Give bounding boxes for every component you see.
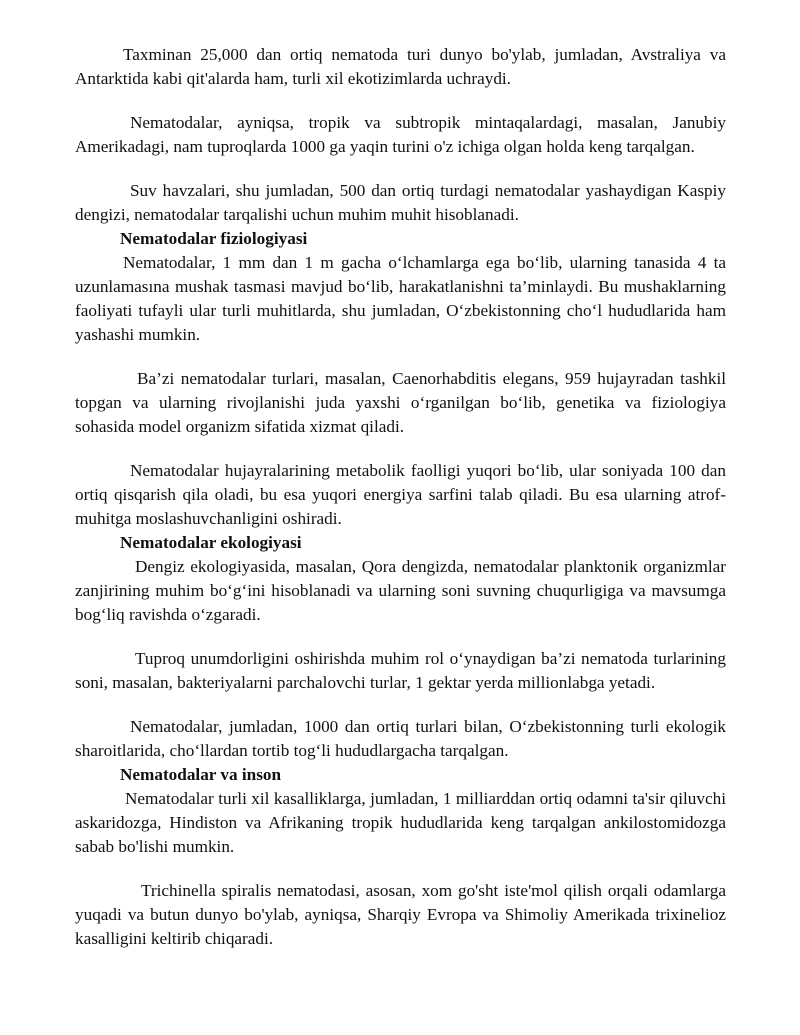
paragraph-intro-2: Nematodalar, ayniqsa, tropik va subtropik mintaqalardagi, masalan, Janubiy Amerikadagi, nam tuproqlarda 1000 ga yaqin turini o'z ichiga olgan holda keng tarqalgan. [75, 113, 726, 156]
paragraph-ecology-3: Nematodalar, jumladan, 1000 dan ortiq turlari bilan, O‘zbekistonning turli ekologik sharoitlarida, cho‘llardan tortib tog‘li hududlargacha tarqalgan. [75, 717, 726, 760]
heading-physiology: Nematodalar fiziologiyasi [120, 229, 308, 248]
paragraph-physiology-1: Nematodalar, 1 mm dan 1 m gacha o‘lchamlarga ega bo‘lib, ularning tanasida 4 ta uzunlamasına mushak tasmasi mavjud bo‘lib, harakatlanishni ta’minlaydi. Bu mushaklarning faoliyati tufayli ular turli muhitlarda, shu jumladan, O‘zbekistonning cho‘l hududlarida ham yashashi mumkin. [75, 253, 726, 344]
paragraph-ecology-1: Dengiz ekologiyasida, masalan, Qora dengizda, nematodalar planktonik organizmlar zanjirining muhim bo‘g‘ini hisoblanadi va ularning soni suvning chuqurligiga va mavsumga bog‘liq ravishda o‘zgaradi. [75, 557, 726, 624]
document-page [75, 43, 726, 951]
paragraph-ecology-2: Tuproq unumdorligini oshirishda muhim rol o‘ynaydigan ba’zi nematoda turlarining soni, masalan, bakteriyalarni parchalovchi turlar, 1 gektar yerda millionlabga yetadi. [75, 649, 726, 692]
paragraph-intro-1: Taxminan 25,000 dan ortiq nematoda turi dunyo bo'ylab, jumladan, Avstraliya va Antarktida kabi qit'alarda ham, turli xil ekotizimlarda uchraydi. [75, 45, 726, 88]
paragraph-human-1: Nematodalar turli xil kasalliklarga, jumladan, 1 milliarddan ortiq odamni ta'sir qiluvchi askaridozga, Hindiston va Afrikaning tropik hududlarida keng tarqalgan ankilostomidozga sabab bo'lishi mumkin. [75, 789, 726, 856]
paragraph-physiology-3: Nematodalar hujayralarining metabolik faolligi yuqori bo‘lib, ular soniyada 100 dan ortiq qisqarish qila oladi, bu esa yuqori energiya sarfini talab qiladi. Bu esa ularning atrof-muhitga moslashuvchanligini oshiradi. [75, 461, 726, 528]
paragraph-intro-3: Suv havzalari, shu jumladan, 500 dan ortiq turdagi nematodalar yashaydigan Kaspiy dengizi, nematodalar tarqalishi uchun muhim muhit hisoblanadi. [75, 181, 726, 224]
paragraph-physiology-2: Ba’zi nematodalar turlari, masalan, Caenorhabditis elegans, 959 hujayradan tashkil topgan va ularning rivojlanishi juda yaxshi o‘rganilgan bo‘lib, genetika va fiziologiya sohasida model organizm sifatida xizmat qiladi. [75, 369, 726, 436]
paragraph-human-2: Trichinella spiralis nematodasi, asosan, xom go'sht iste'mol qilish orqali odamlarga yuqadi va butun dunyo bo'ylab, ayniqsa, Sharqiy Evropa va Shimoliy Amerikada trixinelioz kasalligini keltirib chiqaradi. [75, 881, 726, 948]
heading-ecology: Nematodalar ekologiyasi [120, 533, 302, 552]
heading-human: Nematodalar va inson [120, 765, 282, 784]
